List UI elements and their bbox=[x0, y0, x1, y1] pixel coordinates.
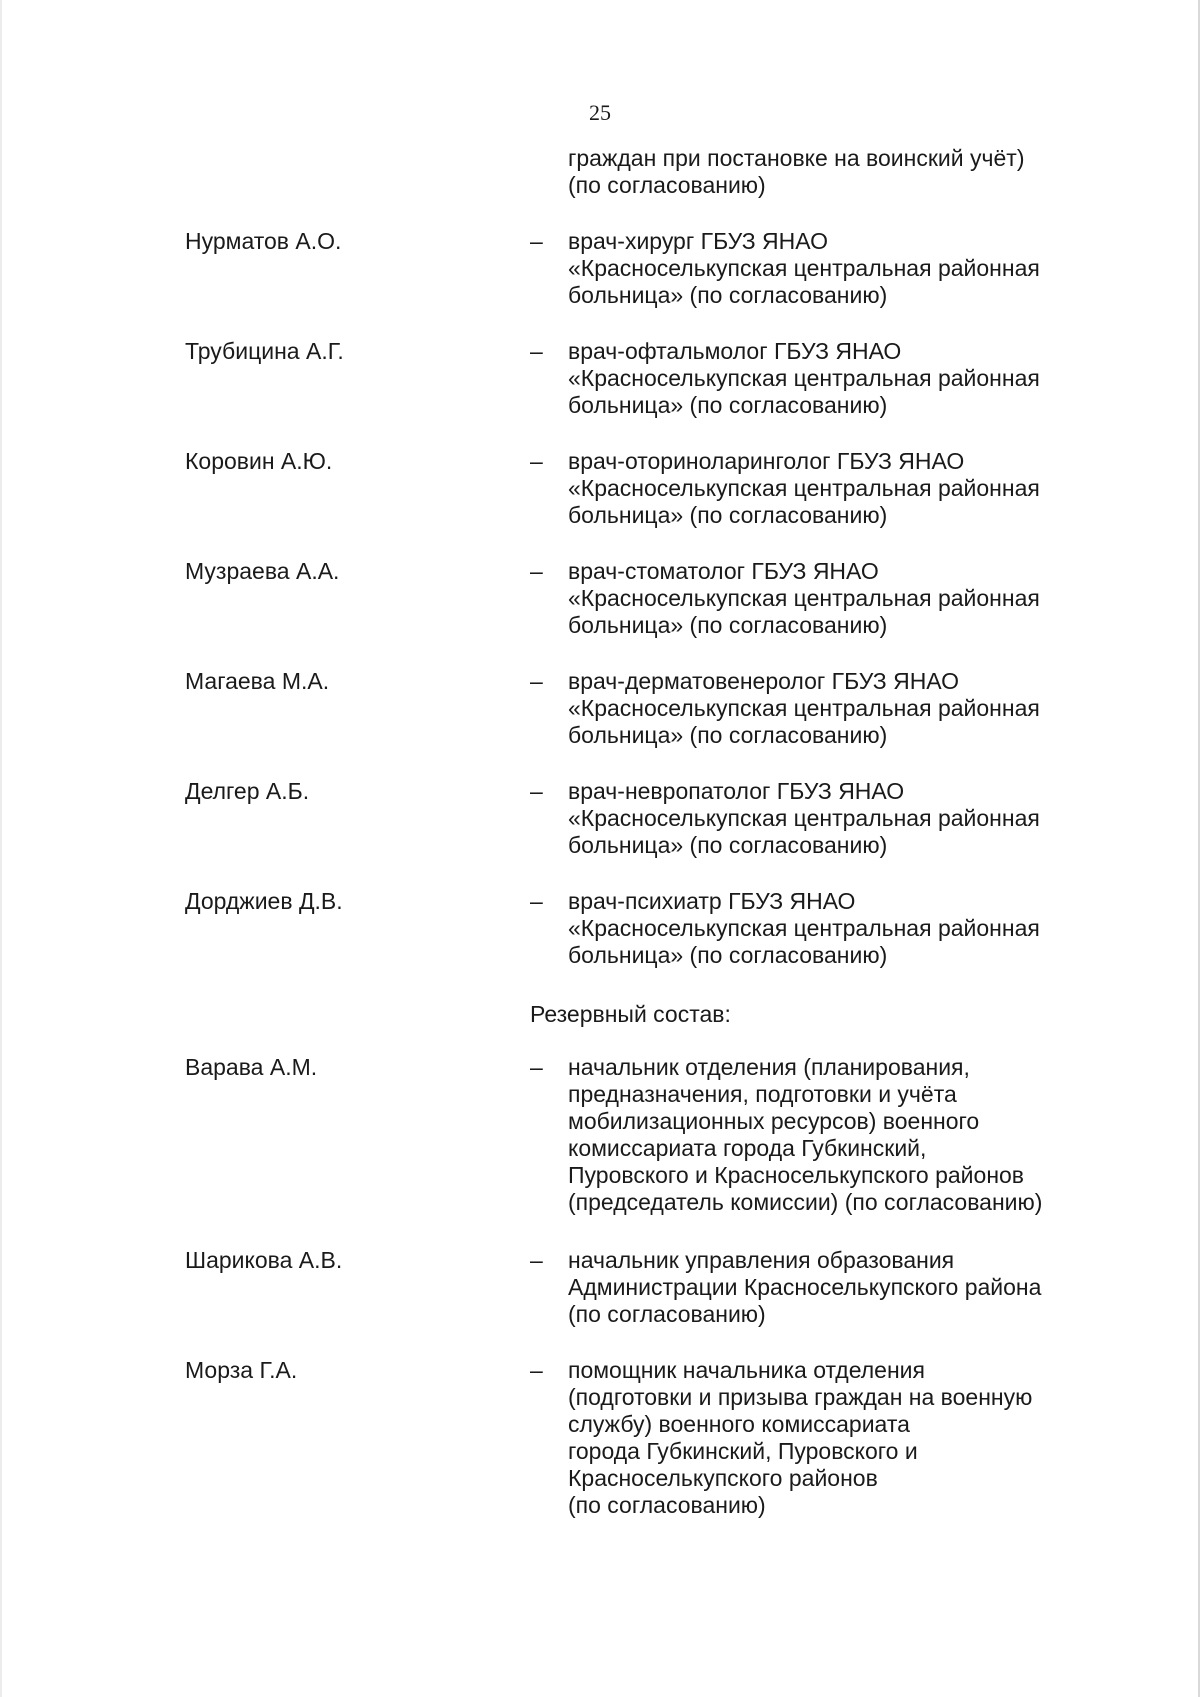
dash-separator: – bbox=[530, 1054, 543, 1080]
dash-separator: – bbox=[530, 1357, 543, 1383]
member-role: врач-офтальмолог ГБУЗ ЯНАО «Красноселькупская центральная районная больница» (по согласованию) bbox=[568, 338, 1040, 418]
member-role: врач-хирург ГБУЗ ЯНАО «Красноселькупская центральная районная больница» (по согласованию) bbox=[568, 228, 1040, 308]
dash-separator: – bbox=[530, 558, 543, 584]
member-role: врач-дерматовенеролог ГБУЗ ЯНАО «Красноселькупская центральная районная больница» (по согласованию) bbox=[568, 668, 1040, 748]
member-role: врач-стоматолог ГБУЗ ЯНАО «Красноселькупская центральная районная больница» (по согласованию) bbox=[568, 558, 1040, 638]
reserve-member-role: помощник начальника отделения (подготовки и призыва граждан на военную службу) военного комиссариата города Губкинский, Пуровского и Красноселькупского районов (по согласованию) bbox=[568, 1357, 1033, 1518]
reserve-member-name: Варава А.М. bbox=[185, 1054, 318, 1080]
member-name: Магаева М.А. bbox=[185, 668, 330, 694]
page-number: 25 bbox=[589, 100, 611, 125]
dash-separator: – bbox=[530, 668, 543, 694]
member-name: Делгер А.Б. bbox=[185, 778, 310, 804]
member-role: врач-психиатр ГБУЗ ЯНАО «Красноселькупская центральная районная больница» (по согласованию) bbox=[568, 888, 1040, 968]
reserve-member-role: начальник управления образования Администрации Красноселькупского района (по согласованию) bbox=[568, 1247, 1042, 1327]
reserve-member-name: Шарикова А.В. bbox=[185, 1247, 343, 1273]
dash-separator: – bbox=[530, 338, 543, 364]
member-role: врач-невропатолог ГБУЗ ЯНАО «Красноселькупская центральная районная больница» (по согласованию) bbox=[568, 778, 1040, 858]
dash-separator: – bbox=[530, 228, 543, 254]
reserve-member-role: начальник отделения (планирования, предназначения, подготовки и учёта мобилизационных ресурсов) военного комиссариата города Губкинский, Пуровского и Красноселькупского районов (председатель комиссии) (по согласованию) bbox=[568, 1054, 1043, 1215]
dash-separator: – bbox=[530, 448, 543, 474]
continuation-text: граждан при постановке на воинский учёт) (по согласованию) bbox=[568, 145, 1025, 198]
member-name: Коровин А.Ю. bbox=[185, 448, 333, 474]
reserve-heading: Резервный состав: bbox=[530, 1001, 731, 1027]
member-name: Трубицина А.Г. bbox=[185, 338, 344, 364]
reserve-member-name: Морза Г.А. bbox=[185, 1357, 298, 1383]
scan-edge-left bbox=[0, 0, 2, 1697]
member-name: Музраева А.А. bbox=[185, 558, 340, 584]
member-role: врач-оториноларинголог ГБУЗ ЯНАО «Красноселькупская центральная районная больница» (по согласованию) bbox=[568, 448, 1040, 528]
dash-separator: – bbox=[530, 1247, 543, 1273]
member-name: Дорджиев Д.В. bbox=[185, 888, 343, 914]
dash-separator: – bbox=[530, 888, 543, 914]
member-name: Нурматов А.О. bbox=[185, 228, 342, 254]
dash-separator: – bbox=[530, 778, 543, 804]
